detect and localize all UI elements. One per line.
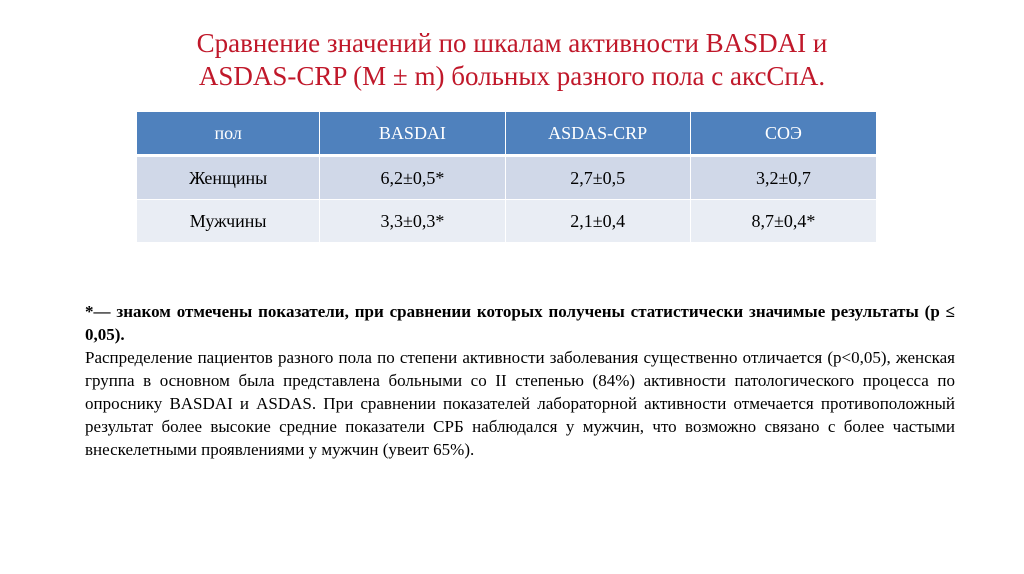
cell-esr-women: 3,2±0,7 [690, 156, 876, 200]
cell-sex-men: Мужчины [137, 200, 320, 243]
cell-asdas-men: 2,1±0,4 [505, 200, 690, 243]
cell-asdas-women: 2,7±0,5 [505, 156, 690, 200]
header-esr: СОЭ [690, 112, 876, 156]
header-basdai: BASDAI [320, 112, 505, 156]
description-paragraph: Распределение пациентов разного пола по степени активности заболевания существенно отличается (p<0,05), женская группа в основном была представлена больными со II степенью (84%) активности патологического процесса по опроснику BASDAI и ASDAS. При сравнении показателей лабораторной активности отмечается противоположный результат более высокие средние показатели СРБ наблюдался у мужчин, что возможно связано с более частыми внескелетными проявлениями у мужчин (увеит 65%). [85, 348, 955, 459]
title-line-1: Сравнение значений по шкалам активности BASDAI и [196, 28, 828, 58]
footnote: *— знаком отмечены показатели, при сравнении которых получены статистически значимые результаты (р ≤ 0,05). [85, 302, 955, 344]
table-header-row [137, 112, 876, 156]
cell-basdai-women: 6,2±0,5* [320, 156, 505, 200]
cell-sex-women: Женщины [137, 156, 320, 200]
title-line-2: ASDAS-CRP (М ± m) больных разного пола с аксСпА. [198, 61, 826, 91]
header-asdas-crp: ASDAS-CRP [505, 112, 690, 156]
table-row [137, 156, 876, 200]
table-row [137, 200, 876, 243]
comparison-table [137, 112, 876, 242]
cell-basdai-men: 3,3±0,3* [320, 200, 505, 243]
cell-esr-men: 8,7±0,4* [690, 200, 876, 243]
slide-title [60, 27, 964, 93]
notes-block [85, 300, 955, 461]
header-sex: пол [137, 112, 320, 156]
